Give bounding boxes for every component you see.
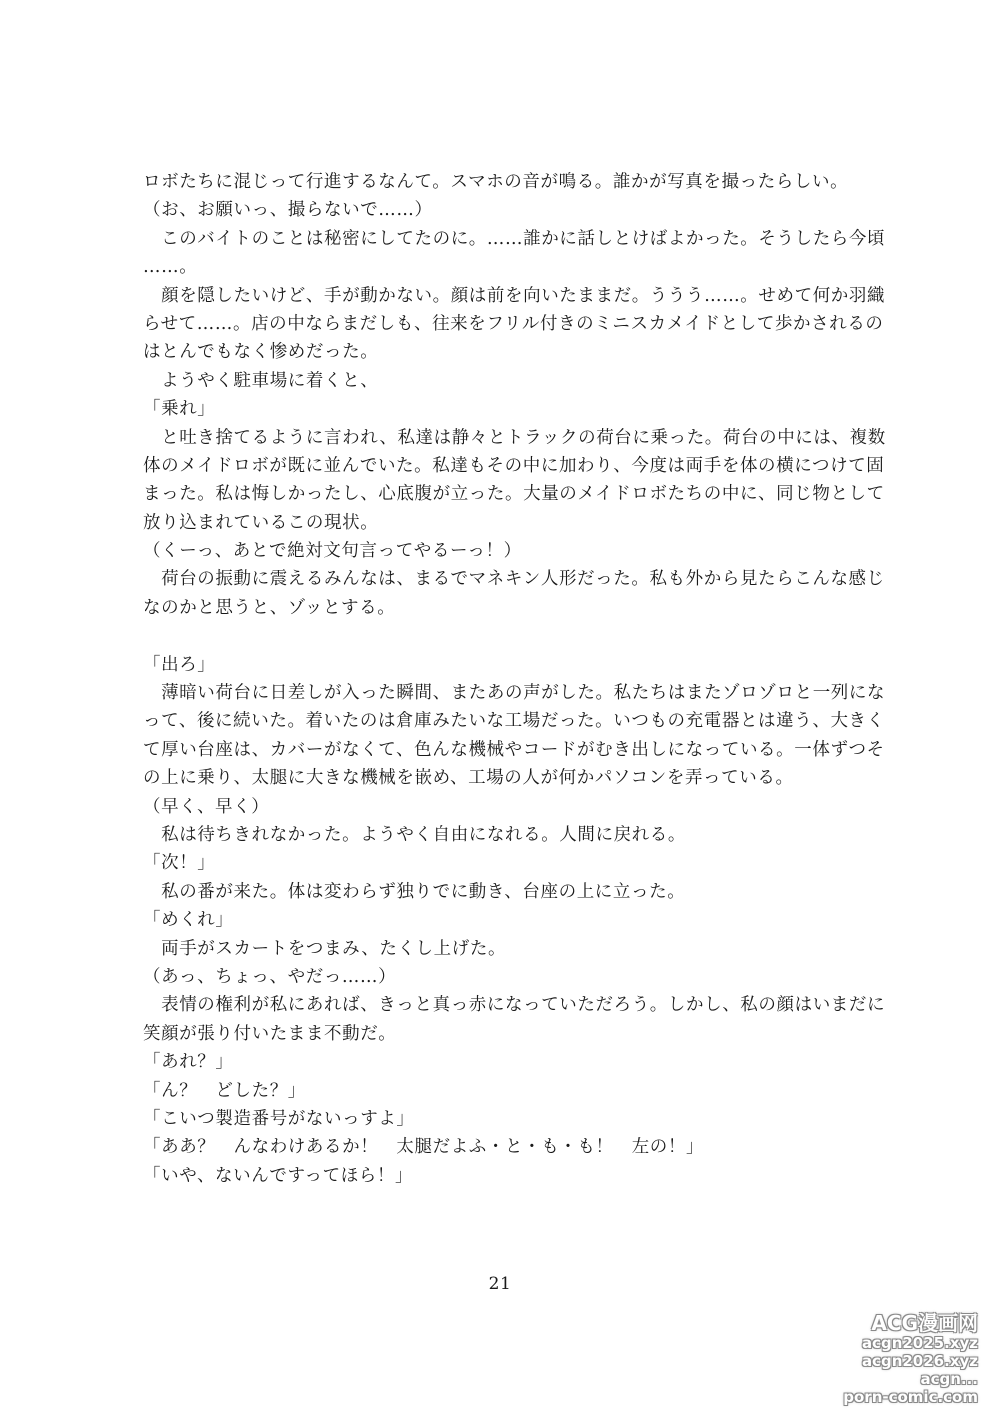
text-line: 薄暗い荷台に日差しが入った瞬間、またあの声がした。私たちはまたゾロゾロと一列にな bbox=[143, 683, 886, 704]
text-line: と吐き捨てるように言われ、私達は静々とトラックの荷台に乗った。荷台の中には、複数 bbox=[143, 427, 886, 448]
text-line: 「ああ？ んなわけあるか！ 太腿だよふ・と・も・も！ 左の！」 bbox=[143, 1137, 705, 1158]
watermark-url: acgn2026.xyz bbox=[861, 1352, 978, 1370]
watermark-url: acgn... bbox=[920, 1370, 978, 1388]
text-line: 体のメイドロボが既に並んでいた。私達もその中に加わり、今度は両手を体の横につけて固 bbox=[143, 455, 885, 476]
text-line: て厚い台座は、カバーがなくて、色んな機械やコードがむき出しになっている。一体ずつそ bbox=[143, 739, 885, 760]
text-line: このバイトのことは秘密にしてたのに。……誰かに話しとけばよかった。そうしたら今頃 bbox=[143, 228, 886, 249]
watermark-url: acgn2025.xyz bbox=[861, 1334, 978, 1352]
text-line: 表情の権利が私にあれば、きっと真っ赤になっていただろう。しかし、私の顔はいまだに bbox=[143, 995, 886, 1016]
text-line: 私の番が来た。体は変わらず独りでに動き、台座の上に立った。 bbox=[143, 881, 686, 902]
text-line: 「あれ？」 bbox=[143, 1052, 234, 1073]
text-line: 「出ろ」 bbox=[143, 654, 216, 675]
text-line: 放り込まれているこの現状。 bbox=[143, 512, 379, 533]
text-line: まった。私は悔しかったし、心底腹が立った。大量のメイドロボたちの中に、同じ物として bbox=[143, 484, 885, 505]
text-line: 「めくれ」 bbox=[143, 910, 234, 931]
text-line: って、後に続いた。着いたのは倉庫みたいな工場だった。いつもの充電器とは違う、大きく bbox=[143, 711, 885, 732]
text-line: 笑顔が張り付いたまま不動だ。 bbox=[143, 1023, 397, 1044]
text-line: （あっ、ちょっ、やだっ……） bbox=[143, 966, 397, 987]
watermark-title: ACG漫画网 bbox=[871, 1311, 978, 1335]
text-line: 荷台の振動に震えるみんなは、まるでマネキン人形だった。私も外から見たらこんな感じ bbox=[143, 569, 885, 590]
text-line: 「いや、ないんですってほら！」 bbox=[143, 1165, 414, 1186]
text-line: 「ん？ どした？」 bbox=[143, 1080, 306, 1101]
text-line: ようやく駐車場に着くと、 bbox=[143, 370, 379, 391]
text-line: （早く、早く） bbox=[143, 796, 270, 817]
text-line: ロボたちに混じって行進するなんて。スマホの音が鳴る。誰かが写真を撮ったらしい。 bbox=[143, 172, 849, 192]
blank-line bbox=[143, 622, 863, 650]
text-line: 私は待ちきれなかった。ようやく自由になれる。人間に戻れる。 bbox=[143, 824, 686, 845]
page-body bbox=[143, 168, 886, 1190]
watermark bbox=[838, 1312, 978, 1406]
text-line: （くーっ、あとで絶対文句言ってやるーっ！） bbox=[143, 541, 522, 562]
text-line: 両手がスカートをつまみ、たくし上げた。 bbox=[143, 938, 507, 959]
watermark-url: porn-comic.com bbox=[843, 1388, 978, 1406]
text-line: はとんでもなく惨めだった。 bbox=[143, 342, 379, 363]
text-line: 顔を隠したいけど、手が動かない。顔は前を向いたままだ。ううう……。せめて何か羽織 bbox=[143, 285, 886, 306]
text-line: 「こいつ製造番号がないっすよ」 bbox=[143, 1108, 415, 1129]
text-line: 「次！」 bbox=[143, 853, 216, 874]
text-line: らせて……。店の中ならまだしも、往来をフリル付きのミニスカメイドとして歩かされるの bbox=[143, 313, 884, 334]
text-line: ……。 bbox=[143, 257, 198, 278]
text-line: なのかと思うと、ゾッとする。 bbox=[143, 597, 396, 618]
text-line: の上に乗り、太腿に大きな機械を嵌め、工場の人が何かパソコンを弄っている。 bbox=[143, 768, 794, 789]
text-line: 「乗れ」 bbox=[143, 399, 216, 420]
page-number: 21 bbox=[488, 1274, 512, 1294]
text-line: （お、お願いっ、撮らないで……） bbox=[143, 200, 433, 221]
